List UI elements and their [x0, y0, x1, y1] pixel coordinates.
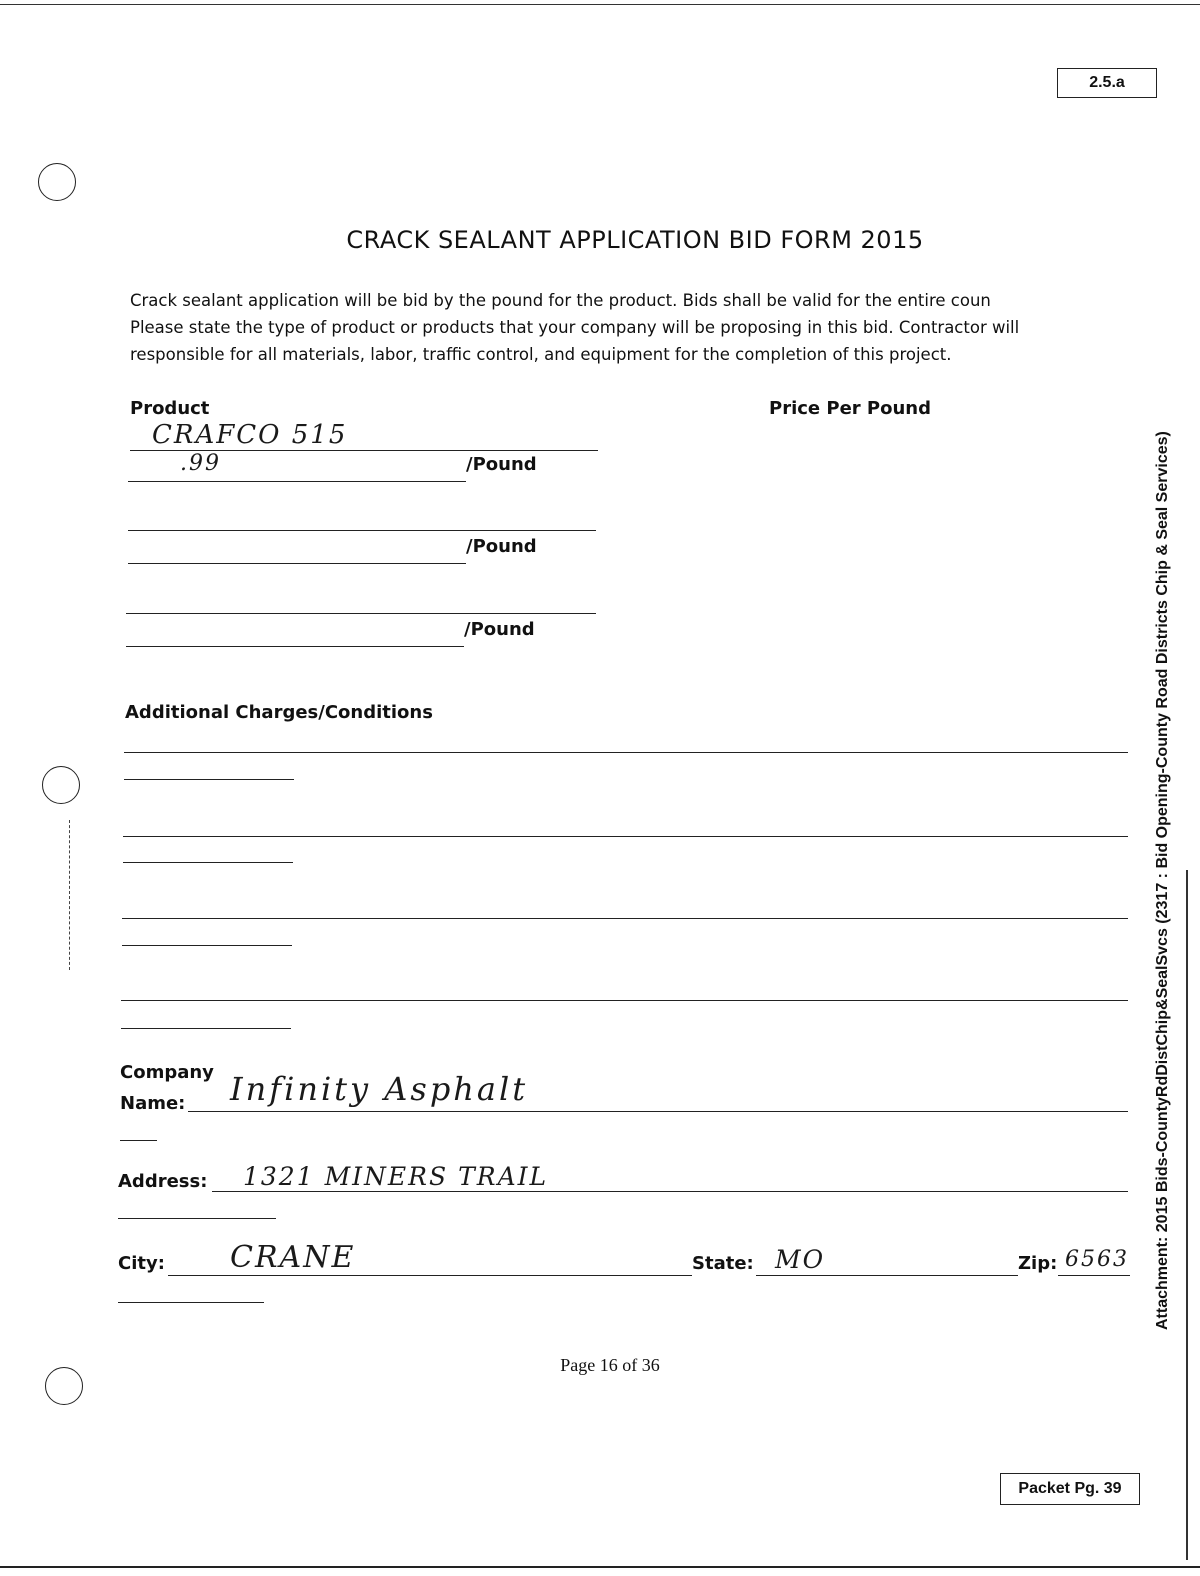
- price-line-1: [128, 481, 466, 482]
- state-value: MO: [775, 1245, 826, 1274]
- binding-dash-line: [69, 820, 70, 970]
- company-label-line-2: Name:: [120, 1093, 186, 1114]
- intro-line-1: Crack sealant application will be bid by the pound for the product. Bids shall be valid for the entire coun: [130, 291, 991, 310]
- intro-line-3: responsible for all materials, labor, traffic control, and equipment for the completion of this project.: [130, 345, 952, 364]
- bottom-border: [0, 1566, 1200, 1568]
- state-label: State:: [692, 1253, 754, 1274]
- per-pound-1: /Pound: [466, 454, 537, 475]
- punch-hole-middle: [42, 766, 80, 804]
- address-value: 1321 MINERS TRAIL: [243, 1162, 549, 1191]
- product-column-header: Product: [130, 398, 210, 419]
- conditions-line-2: [123, 836, 1128, 837]
- company-line-b: [120, 1140, 157, 1141]
- address-line-b: [118, 1218, 276, 1219]
- address-label: Address:: [118, 1171, 208, 1192]
- company-line: [188, 1111, 1128, 1112]
- city-line-b: [118, 1302, 264, 1303]
- punch-hole-top: [38, 163, 76, 201]
- conditions-line-4b: [121, 1028, 291, 1029]
- company-name-value: Infinity Asphalt: [230, 1070, 529, 1108]
- additional-charges-label: Additional Charges/Conditions: [125, 702, 433, 723]
- conditions-line-3b: [122, 945, 292, 946]
- city-value: CRANE: [230, 1240, 356, 1275]
- page-number: Page 16 of 36: [560, 1355, 660, 1375]
- price-column-header: Price Per Pound: [769, 398, 931, 419]
- city-line: [168, 1275, 692, 1276]
- state-line: [756, 1275, 1018, 1276]
- per-pound-2: /Pound: [466, 536, 537, 557]
- reference-box: 2.5.a: [1057, 68, 1157, 98]
- company-label-line-1: Company: [120, 1062, 214, 1083]
- form-title: CRACK SEALANT APPLICATION BID FORM 2015: [346, 226, 924, 254]
- per-pound-3: /Pound: [464, 619, 535, 640]
- conditions-line-2b: [123, 862, 293, 863]
- price-1-value: .99: [180, 451, 221, 476]
- price-line-2: [128, 563, 466, 564]
- zip-line: [1058, 1275, 1130, 1276]
- top-border: [0, 4, 1200, 5]
- conditions-line-4: [121, 1000, 1128, 1001]
- intro-text: [130, 287, 1120, 368]
- conditions-line-3: [122, 918, 1128, 919]
- product-1-value: CRAFCO 515: [152, 420, 348, 450]
- product-line-2: [128, 530, 596, 531]
- packet-page-box: Packet Pg. 39: [1000, 1473, 1140, 1505]
- product-line-3: [126, 613, 596, 614]
- zip-value: 6563: [1065, 1247, 1129, 1272]
- address-line: [212, 1191, 1128, 1192]
- price-line-3: [126, 646, 464, 647]
- city-label: City:: [118, 1253, 165, 1274]
- conditions-line-1: [124, 752, 1128, 753]
- intro-line-2: Please state the type of product or products that your company will be proposing in this bid. Contractor will: [130, 318, 1020, 337]
- zip-label: Zip:: [1018, 1253, 1058, 1274]
- right-margin-line: [1186, 870, 1188, 1560]
- conditions-line-1b: [124, 779, 294, 780]
- attachment-sidebar-text: Attachment: 2015 Bids-CountyRdDistChip&SealSvcs (2317 : Bid Opening-County Road Districts Chip & Seal Services): [1154, 431, 1171, 1330]
